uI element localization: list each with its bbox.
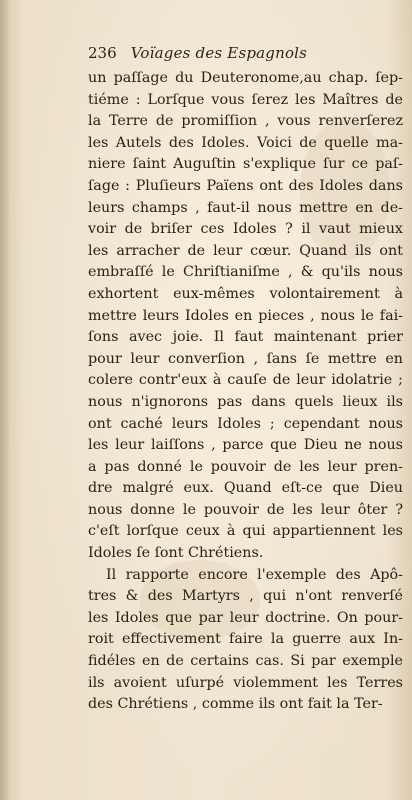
text-line: ſons avec joie. Il faut maintenant prier <box>88 329 403 346</box>
text-line: les leur laiſſons , parce que Dieu ne nous <box>88 437 403 454</box>
text-line: ont caché leurs Idoles ; cependant nous <box>88 415 403 432</box>
paragraph-1 <box>88 68 403 565</box>
text-line: ils avoient uſurpé violemment les Terres <box>88 674 403 691</box>
text-line: les Autels des Idoles. Voici de quelle ma- <box>88 134 403 151</box>
page-number: 236 <box>88 44 117 62</box>
text-line: ſage : Pluſieurs Païens ont des Idoles dans <box>88 177 403 194</box>
text-line: les arracher de leur cœur. Quand ils ont <box>88 242 403 259</box>
text-line: embraſſé le Chriſtianiſme , & qu'ils nous <box>88 264 403 281</box>
text-line: leurs champs , faut-il nous mettre en de- <box>88 199 403 216</box>
body-text <box>88 68 403 716</box>
text-line: Idoles ſe ſont Chrétiens. <box>88 545 264 562</box>
text-line: roit effectivement faire la guerre aux In- <box>88 631 403 648</box>
text-line: c'eſt lorſque ceux à qui appartiennent les <box>88 523 403 540</box>
text-line: pour leur converſion , ſans ſe mettre en <box>88 350 403 367</box>
text-line: fidéles en de certains cas. Si par exemple <box>88 653 403 670</box>
text-line: tres & des Martyrs , qui n'ont renverſé <box>88 588 403 605</box>
text-line: voir de briſer ces Idoles ? il vaut mieux <box>88 221 403 238</box>
text-line: niere ſaint Auguſtin s'explique ſur ce paſ- <box>88 156 403 173</box>
paragraph-2 <box>88 565 403 716</box>
running-title: Voïages des Espagnols <box>130 44 308 62</box>
page-gutter-shadow <box>0 0 10 800</box>
text-line: la Terre de promiſſion , vous renverſerez <box>88 113 403 130</box>
text-line: mettre leurs Idoles en pieces , nous le fai- <box>88 307 403 324</box>
text-line: des Chrétiens , comme ils ont fait la Ter- <box>88 696 383 713</box>
text-line: les Idoles que par leur doctrine. On pour- <box>88 609 403 626</box>
text-line: Il rapporte encore l'exemple des Apô- <box>106 566 403 583</box>
page-header <box>88 44 388 62</box>
text-line: dre malgré eux. Quand eſt-ce que Dieu <box>88 480 403 497</box>
text-line: un paſſage du Deuteronome,au chap. ſep- <box>88 70 403 86</box>
text-line: nous n'ignorons pas dans quels lieux ils <box>88 393 403 410</box>
text-line: exhortent eux-mêmes volontairement à <box>88 285 403 302</box>
text-line: a pas donné le pouvoir de les leur pren- <box>88 458 403 475</box>
text-line: nous donne le pouvoir de les leur ôter ? <box>88 501 403 518</box>
text-line: colere contr'eux à cauſe de leur idolatrie ; <box>88 372 403 389</box>
text-line: tiéme : Lorſque vous ſerez les Maîtres de <box>88 91 403 108</box>
